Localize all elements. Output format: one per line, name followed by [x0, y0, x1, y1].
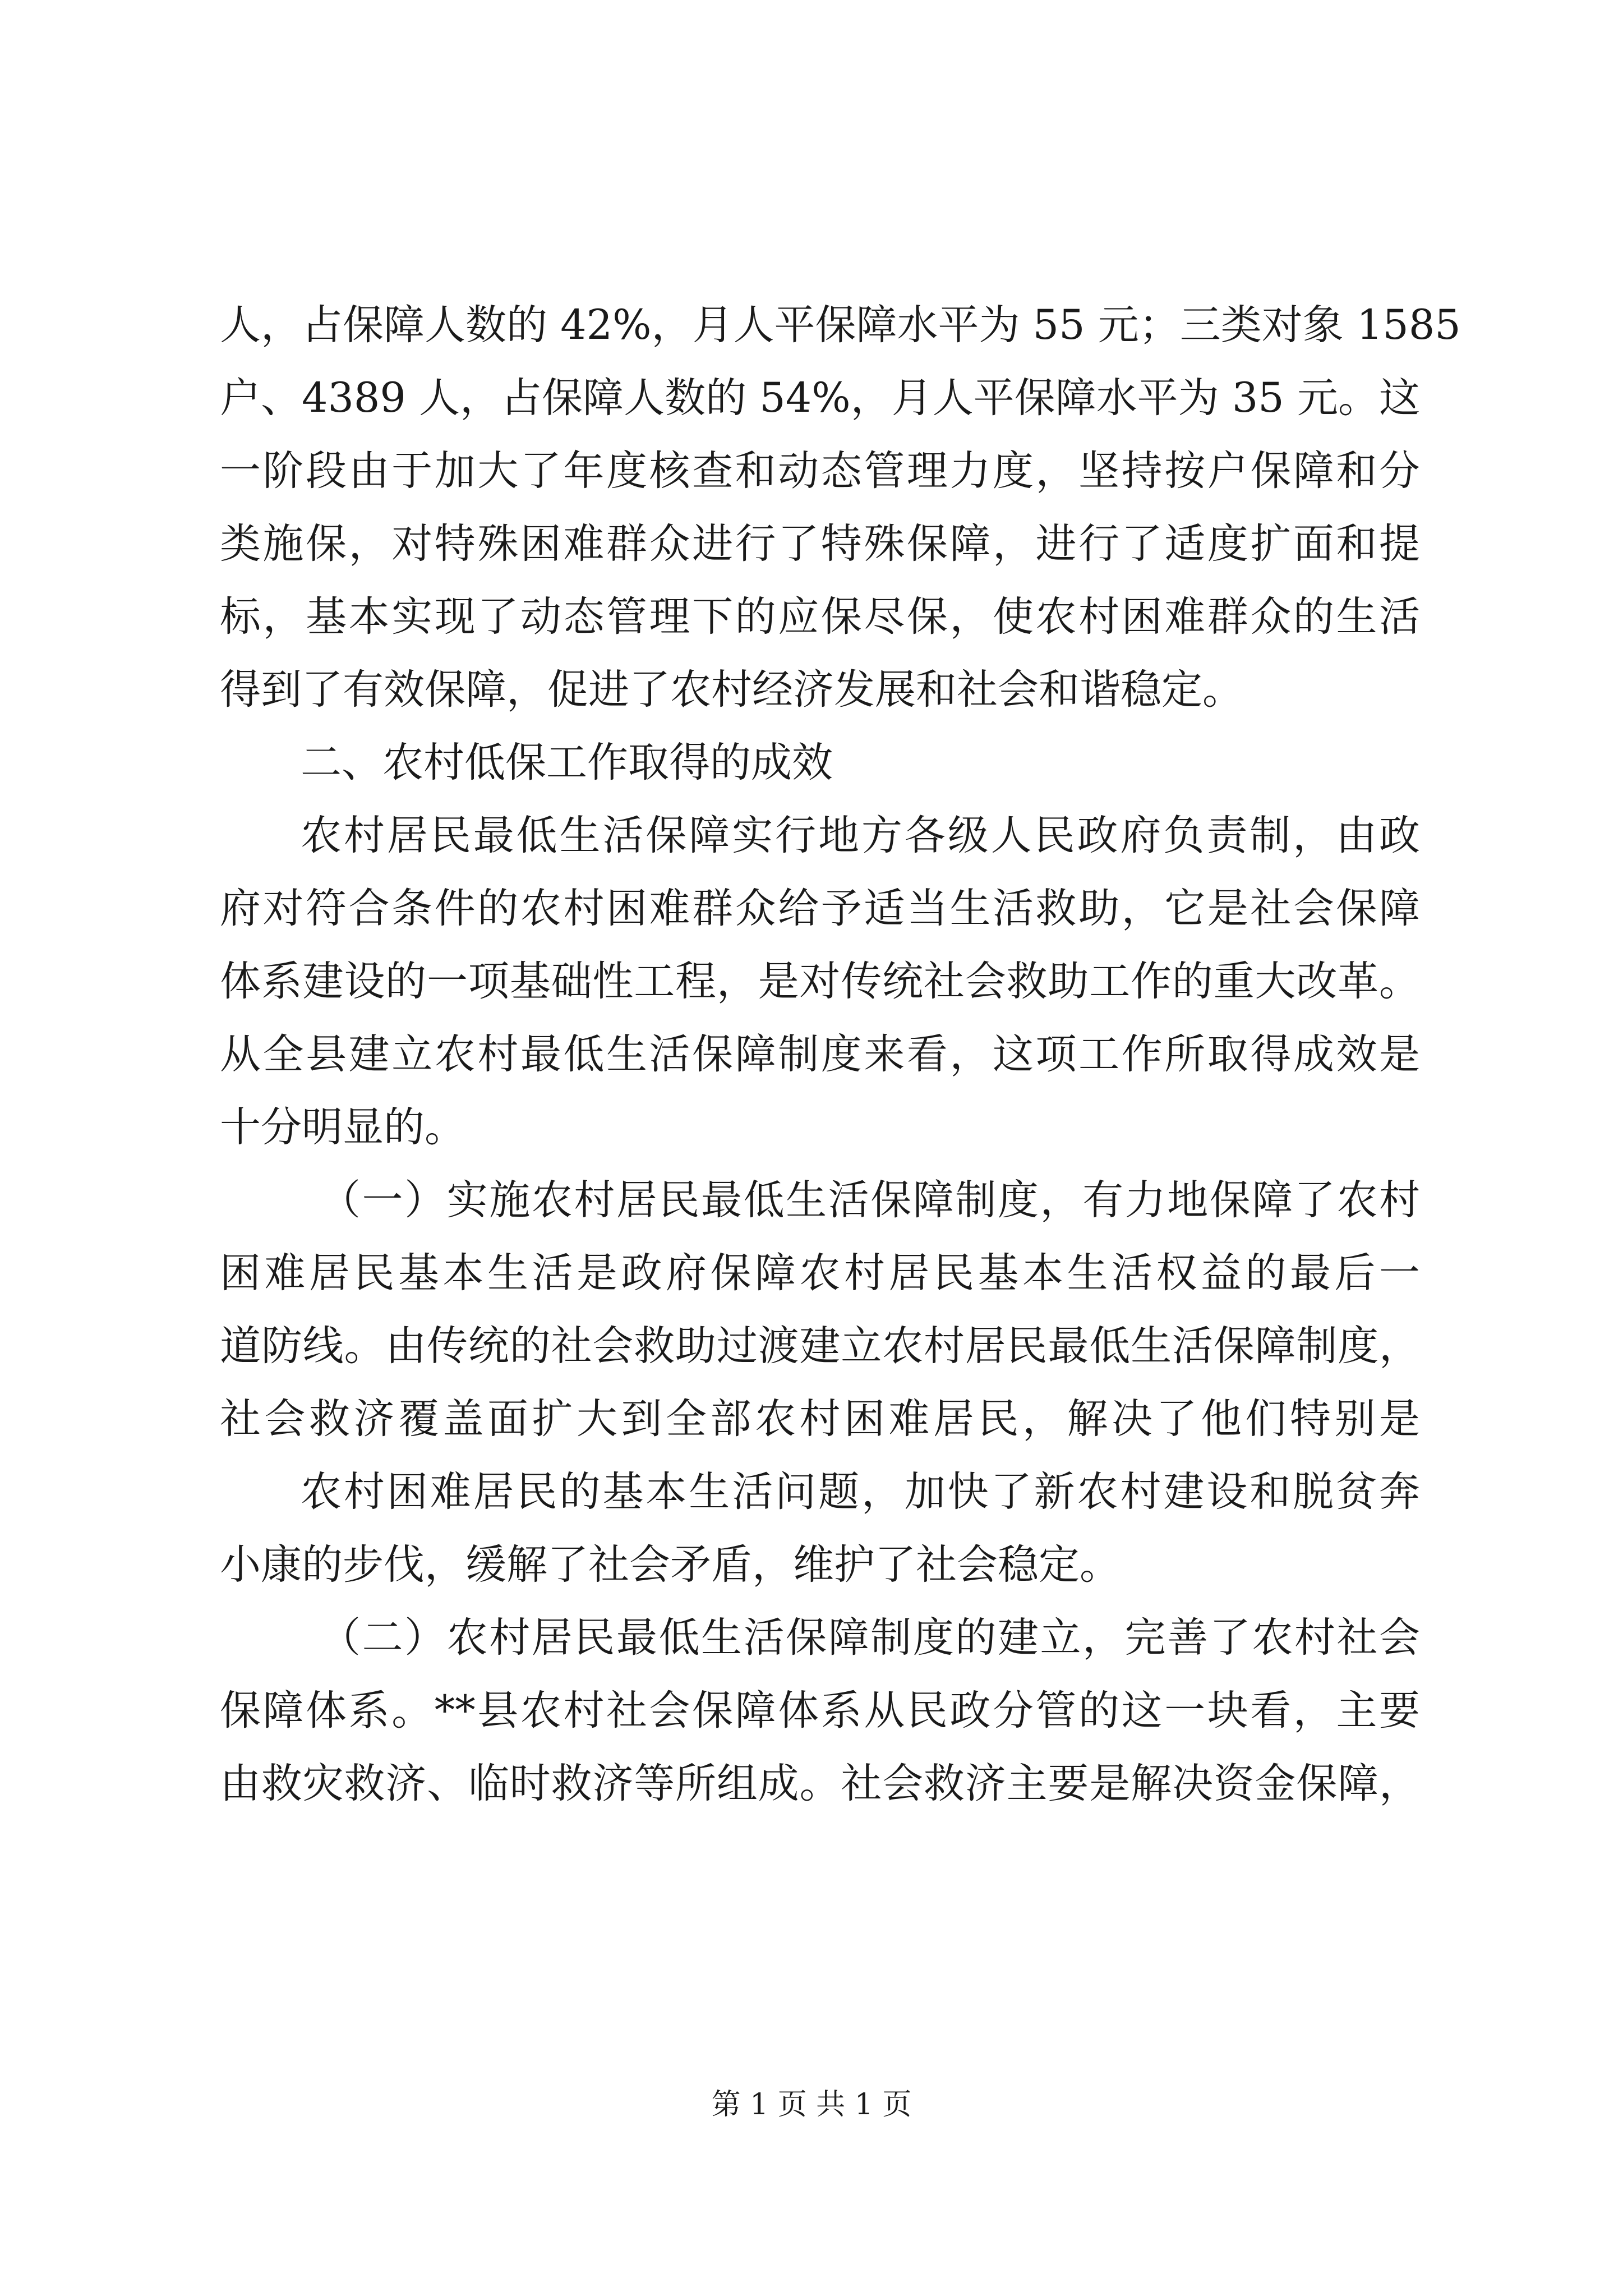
text-line: 道防线。由传统的社会救助过渡建立农村居民最低生活保障制度， [220, 1322, 1420, 1370]
subsection-line: （一）实施农村居民最低生活保障制度，有力地保障了农村 [320, 1176, 1420, 1224]
text-line: 由救灾救济、临时救济等所组成。社会救济主要是解决资金保障， [220, 1760, 1420, 1807]
text-line: 农村困难居民的基本生活问题，加快了新农村建设和脱贫奔 [301, 1468, 1420, 1516]
text-line: 户、4389 人，占保障人数的 54%，月人平保障水平为 35 元。这 [220, 374, 1420, 422]
section-heading: 二、农村低保工作取得的成效 [301, 739, 833, 786]
text-line: 保障体系。**县农村社会保障体系从民政分管的这一块看，主要 [220, 1687, 1420, 1734]
text-line: 困难居民基本生活是政府保障农村居民基本生活权益的最后一 [220, 1249, 1420, 1297]
text-line: 标，基本实现了动态管理下的应保尽保，使农村困难群众的生活 [220, 593, 1420, 641]
text-line: 一阶段由于加大了年度核查和动态管理力度，坚持按户保障和分 [220, 447, 1420, 495]
text-line: 得到了有效保障，促进了农村经济发展和社会和谐稳定。 [220, 666, 1243, 714]
text-line: 类施保，对特殊困难群众进行了特殊保障，进行了适度扩面和提 [220, 520, 1420, 568]
text-line: 体系建设的一项基础性工程，是对传统社会救助工作的重大改革。 [220, 958, 1420, 1005]
text-line: 社会救济覆盖面扩大到全部农村困难居民，解决了他们特别是 [220, 1395, 1420, 1443]
text-line: 府对符合条件的农村困难群众给予适当生活救助，它是社会保障 [220, 885, 1420, 932]
page-footer: 第 1 页 共 1 页 [711, 2088, 912, 2122]
text-line: 十分明显的。 [220, 1103, 465, 1151]
subsection-line: （二）农村居民最低生活保障制度的建立，完善了农村社会 [320, 1614, 1420, 1662]
text-line: 人，占保障人数的 42%，月人平保障水平为 55 元；三类对象 1585 [220, 301, 1461, 349]
text-line: 从全县建立农村最低生活保障制度来看，这项工作所取得成效是 [220, 1030, 1420, 1078]
text-line: 小康的步伐，缓解了社会矛盾，维护了社会稳定。 [220, 1541, 1121, 1589]
text-line: 农村居民最低生活保障实行地方各级人民政府负责制，由政 [301, 812, 1420, 859]
